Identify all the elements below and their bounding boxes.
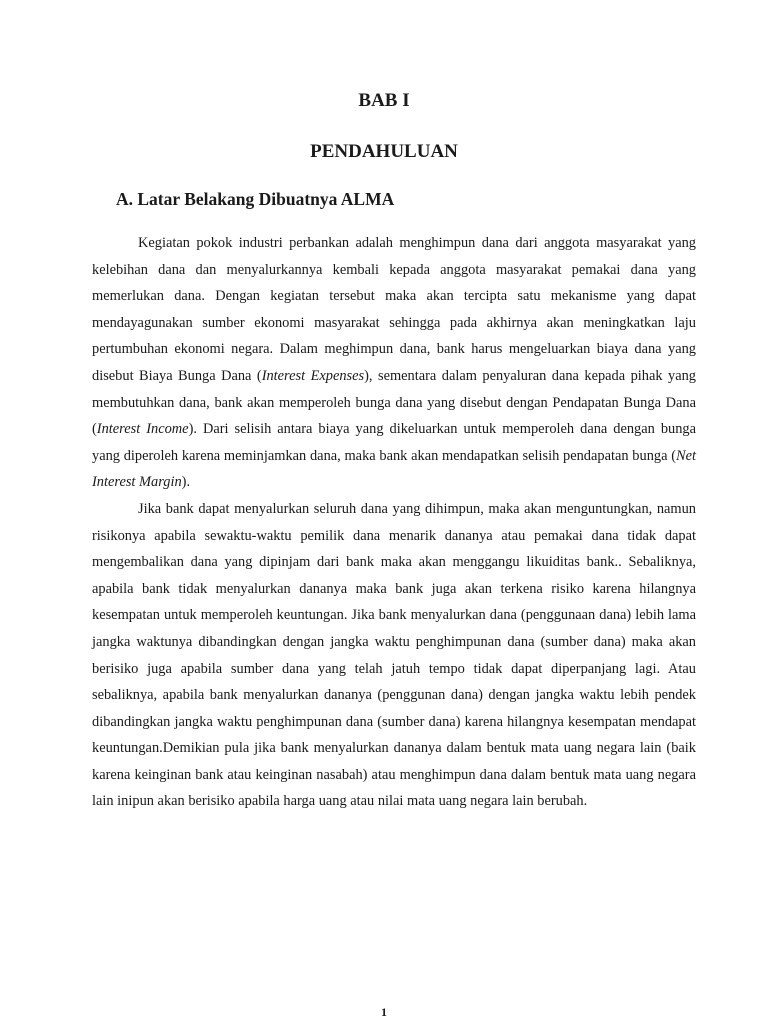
paragraph-2-segment: Jika bank dapat menyalurkan seluruh dana yang dihimpun, maka akan menguntungkan, namun risikonya apabila sewaktu-waktu pemilik dana menarik dananya atau pemakai dana tidak dapat mengembalikan dana yang dipinjam dari bank maka akan menggangu likuiditas bank.. Sebaliknya, apabila bank tidak menyalurkan dananya maka bank juga akan terkena risiko karena hilangnya kesempatan untuk memperoleh keuntungan. Jika bank menyalurkan dana (penggunaan dana) lebih lama jangka waktunya dibandingkan dengan jangka waktu penghimpunan dana (sumber dana) maka akan berisiko juga apabila sumber dana yang telah jatuh tempo tidak dapat diperpanjang lagi. Atau sebaliknya, apabila bank menyalurkan dananya (penggunan dana) dengan jangka waktu lebih pendek dibandingkan jangka waktu penghimpunan dana (sumber dana) karena hilangnya kesempatan mendapat keuntungan.Demikian pula jika bank menyalurkan dananya dalam bentuk mata uang negara lain (baik karena keinginan bank atau keinginan nasabah) atau menghimpun dana dalam bentuk mata uang negara lain inipun akan berisiko apabila harga uang atau nilai mata uang negara lain berubah. — [92, 500, 696, 810]
paragraph-1-segment: ), sementara dalam penyaluran dana kepada pihak yang membutuhkan dana, bank akan memperoleh bunga dana yang disebut dengan Pendapatan Bunga Dana ( — [92, 367, 696, 438]
body-text — [92, 230, 696, 815]
paragraph-1-term-interest-income: Interest Income — [96, 421, 189, 438]
chapter-title: PENDAHULUAN — [310, 141, 458, 162]
paragraph-1-term-net-interest-margin: Net Interest Margin — [92, 447, 696, 491]
chapter-number: BAB I — [358, 90, 410, 111]
paragraph-1-segment: ). — [181, 474, 191, 491]
paragraph-2 — [92, 496, 696, 815]
paragraph-1 — [92, 230, 696, 496]
section-heading: A. Latar Belakang Dibuatnya ALMA — [116, 189, 395, 209]
page-number: 1 — [381, 1005, 387, 1019]
paragraph-1-segment: ). Dari selisih antara biaya yang dikeluarkan untuk memperoleh dana dengan bunga yang diperoleh karena meminjamkan dana, maka bank akan mendapatkan selisih pendapatan bunga ( — [92, 421, 696, 464]
paragraph-1-term-interest-expenses: Interest Expenses — [261, 367, 365, 384]
paragraph-1-segment: Kegiatan pokok industri perbankan adalah menghimpun dana dari anggota masyarakat yang kelebihan dana dan menyalurkannya kembali kepada anggota masyarakat pemakai dana yang memerlukan dana. Dengan kegiatan tersebut maka akan tercipta satu mekanisme yang dapat mendayagunakan sumber ekonomi masyarakat sehingga pada akhirnya akan meningkatkan laju pertumbuhan ekonomi negara. Dalam meghimpun dana, bank harus mengeluarkan biaya dana yang disebut Biaya Bunga Dana ( — [92, 235, 696, 384]
